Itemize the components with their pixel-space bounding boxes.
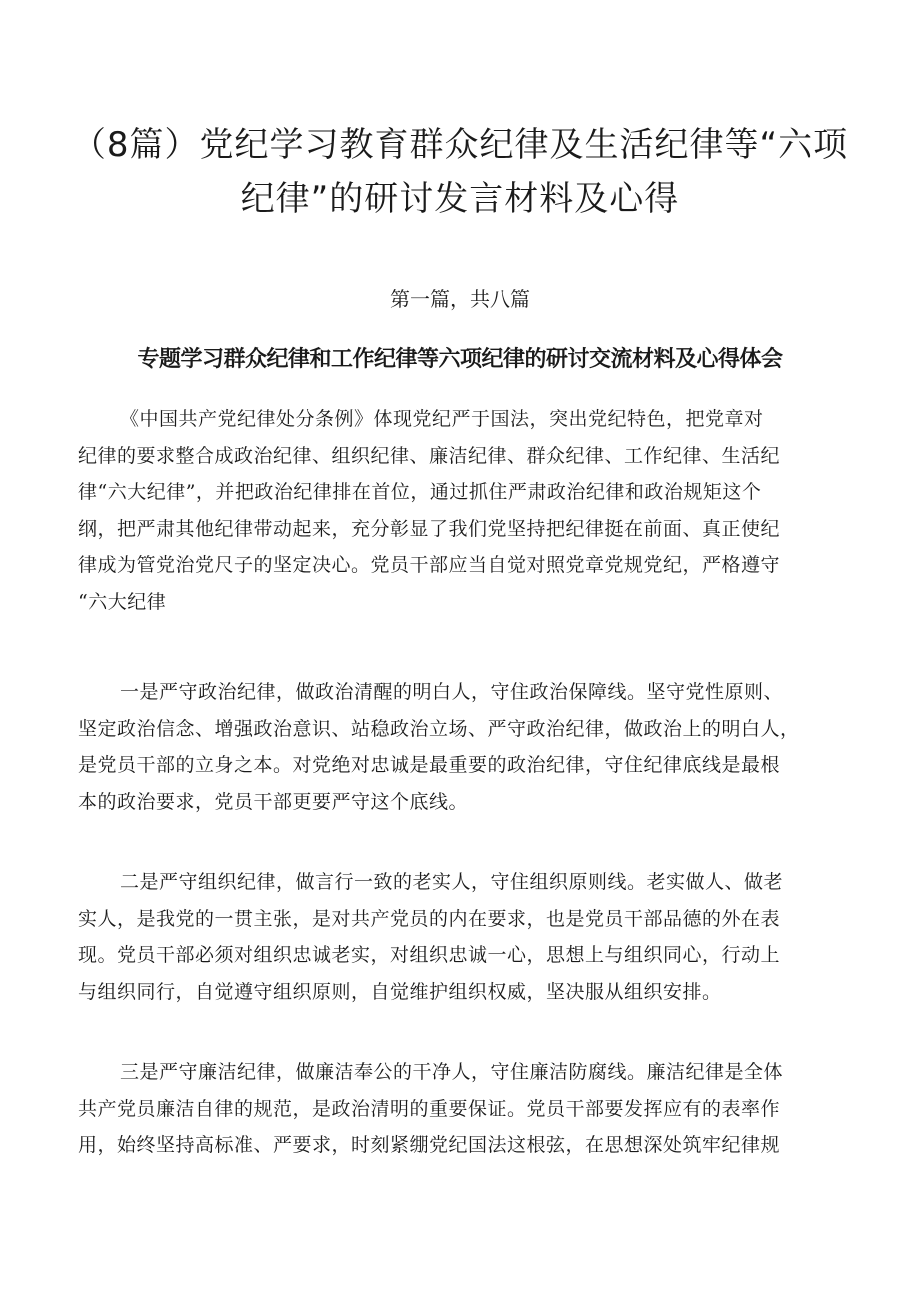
text-line: 一是严守政治纪律，做政治清醒的明白人，守住政治保障线。坚守党性原则、 bbox=[120, 681, 784, 703]
document-title bbox=[60, 118, 860, 226]
paragraph-organizational-discipline bbox=[78, 864, 854, 1010]
paragraph-integrity-discipline bbox=[78, 1054, 854, 1164]
text-line: 律“六大纪律”，并把政治纪律排在首位，通过抓住严肃政治纪律和政治规矩这个 bbox=[78, 481, 762, 503]
text-line: 实人，是我党的一贯主张，是对共产党员的内在要求，也是党员干部品德的外在表 bbox=[78, 907, 781, 930]
text-line: 与组织同行，自觉遵守组织原则，自觉维护组织权威，坚决服从组织安排。 bbox=[78, 980, 722, 1003]
text-line: 坚定政治信念、增强政治意识、站稳政治立场、严守政治纪律，做政治上的明白人， bbox=[78, 717, 800, 740]
text-line: 本的政治要求，党员干部更要严守这个底线。 bbox=[78, 790, 469, 813]
title-line-1: （8篇）党纪学习教育群众纪律及生活纪律等“六项 bbox=[71, 125, 849, 165]
text-line: 共产党员廉洁自律的规范，是政治清明的重要保证。党员干部要发挥应有的表率作 bbox=[78, 1097, 781, 1120]
text-line: 《中国共产党纪律处分条例》体现党纪严于国法，突出党纪特色，把党章对 bbox=[120, 408, 764, 430]
paragraph-intro bbox=[78, 401, 854, 620]
title-line-2: 纪律”的研讨发言材料及心得 bbox=[240, 179, 680, 219]
text-line: 现。党员干部必须对组织忠诚老实，对组织忠诚一心，思想上与组织同心，行动上 bbox=[78, 944, 781, 966]
text-line: 二是严守组织纪律，做言行一致的老实人，守住组织原则线。老实做人、做老 bbox=[120, 871, 784, 893]
text-line: 用，始终坚持高标准、严要求，时刻紧绷党纪国法这根弦，在思想深处筑牢纪律规 bbox=[78, 1134, 781, 1156]
section-subtitle: 专题学习群众纪律和工作纪律等六项纪律的研讨交流材料及心得体会 bbox=[137, 347, 783, 372]
text-line: “六大纪律 bbox=[78, 590, 167, 613]
text-line: 三是严守廉洁纪律，做廉洁奉公的干净人，守住廉洁防腐线。廉洁纪律是全体 bbox=[120, 1061, 784, 1083]
text-line: 是党员干部的立身之本。对党绝对忠诚是最重要的政治纪律，守住纪律底线是最根 bbox=[78, 754, 781, 776]
text-line: 纪律的要求整合成政治纪律、组织纪律、廉洁纪律、群众纪律、工作纪律、生活纪 bbox=[78, 444, 781, 467]
paragraph-political-discipline bbox=[78, 674, 854, 820]
text-line: 纲，把严肃其他纪律带动起来，充分彰显了我们党坚持把纪律挺在前面、真正使纪 bbox=[78, 517, 781, 540]
text-line: 律成为管党治党尺子的坚定决心。党员干部应当自觉对照党章党规党纪，严格遵守 bbox=[78, 554, 781, 576]
section-label: 第一篇，共八篇 bbox=[390, 287, 530, 311]
